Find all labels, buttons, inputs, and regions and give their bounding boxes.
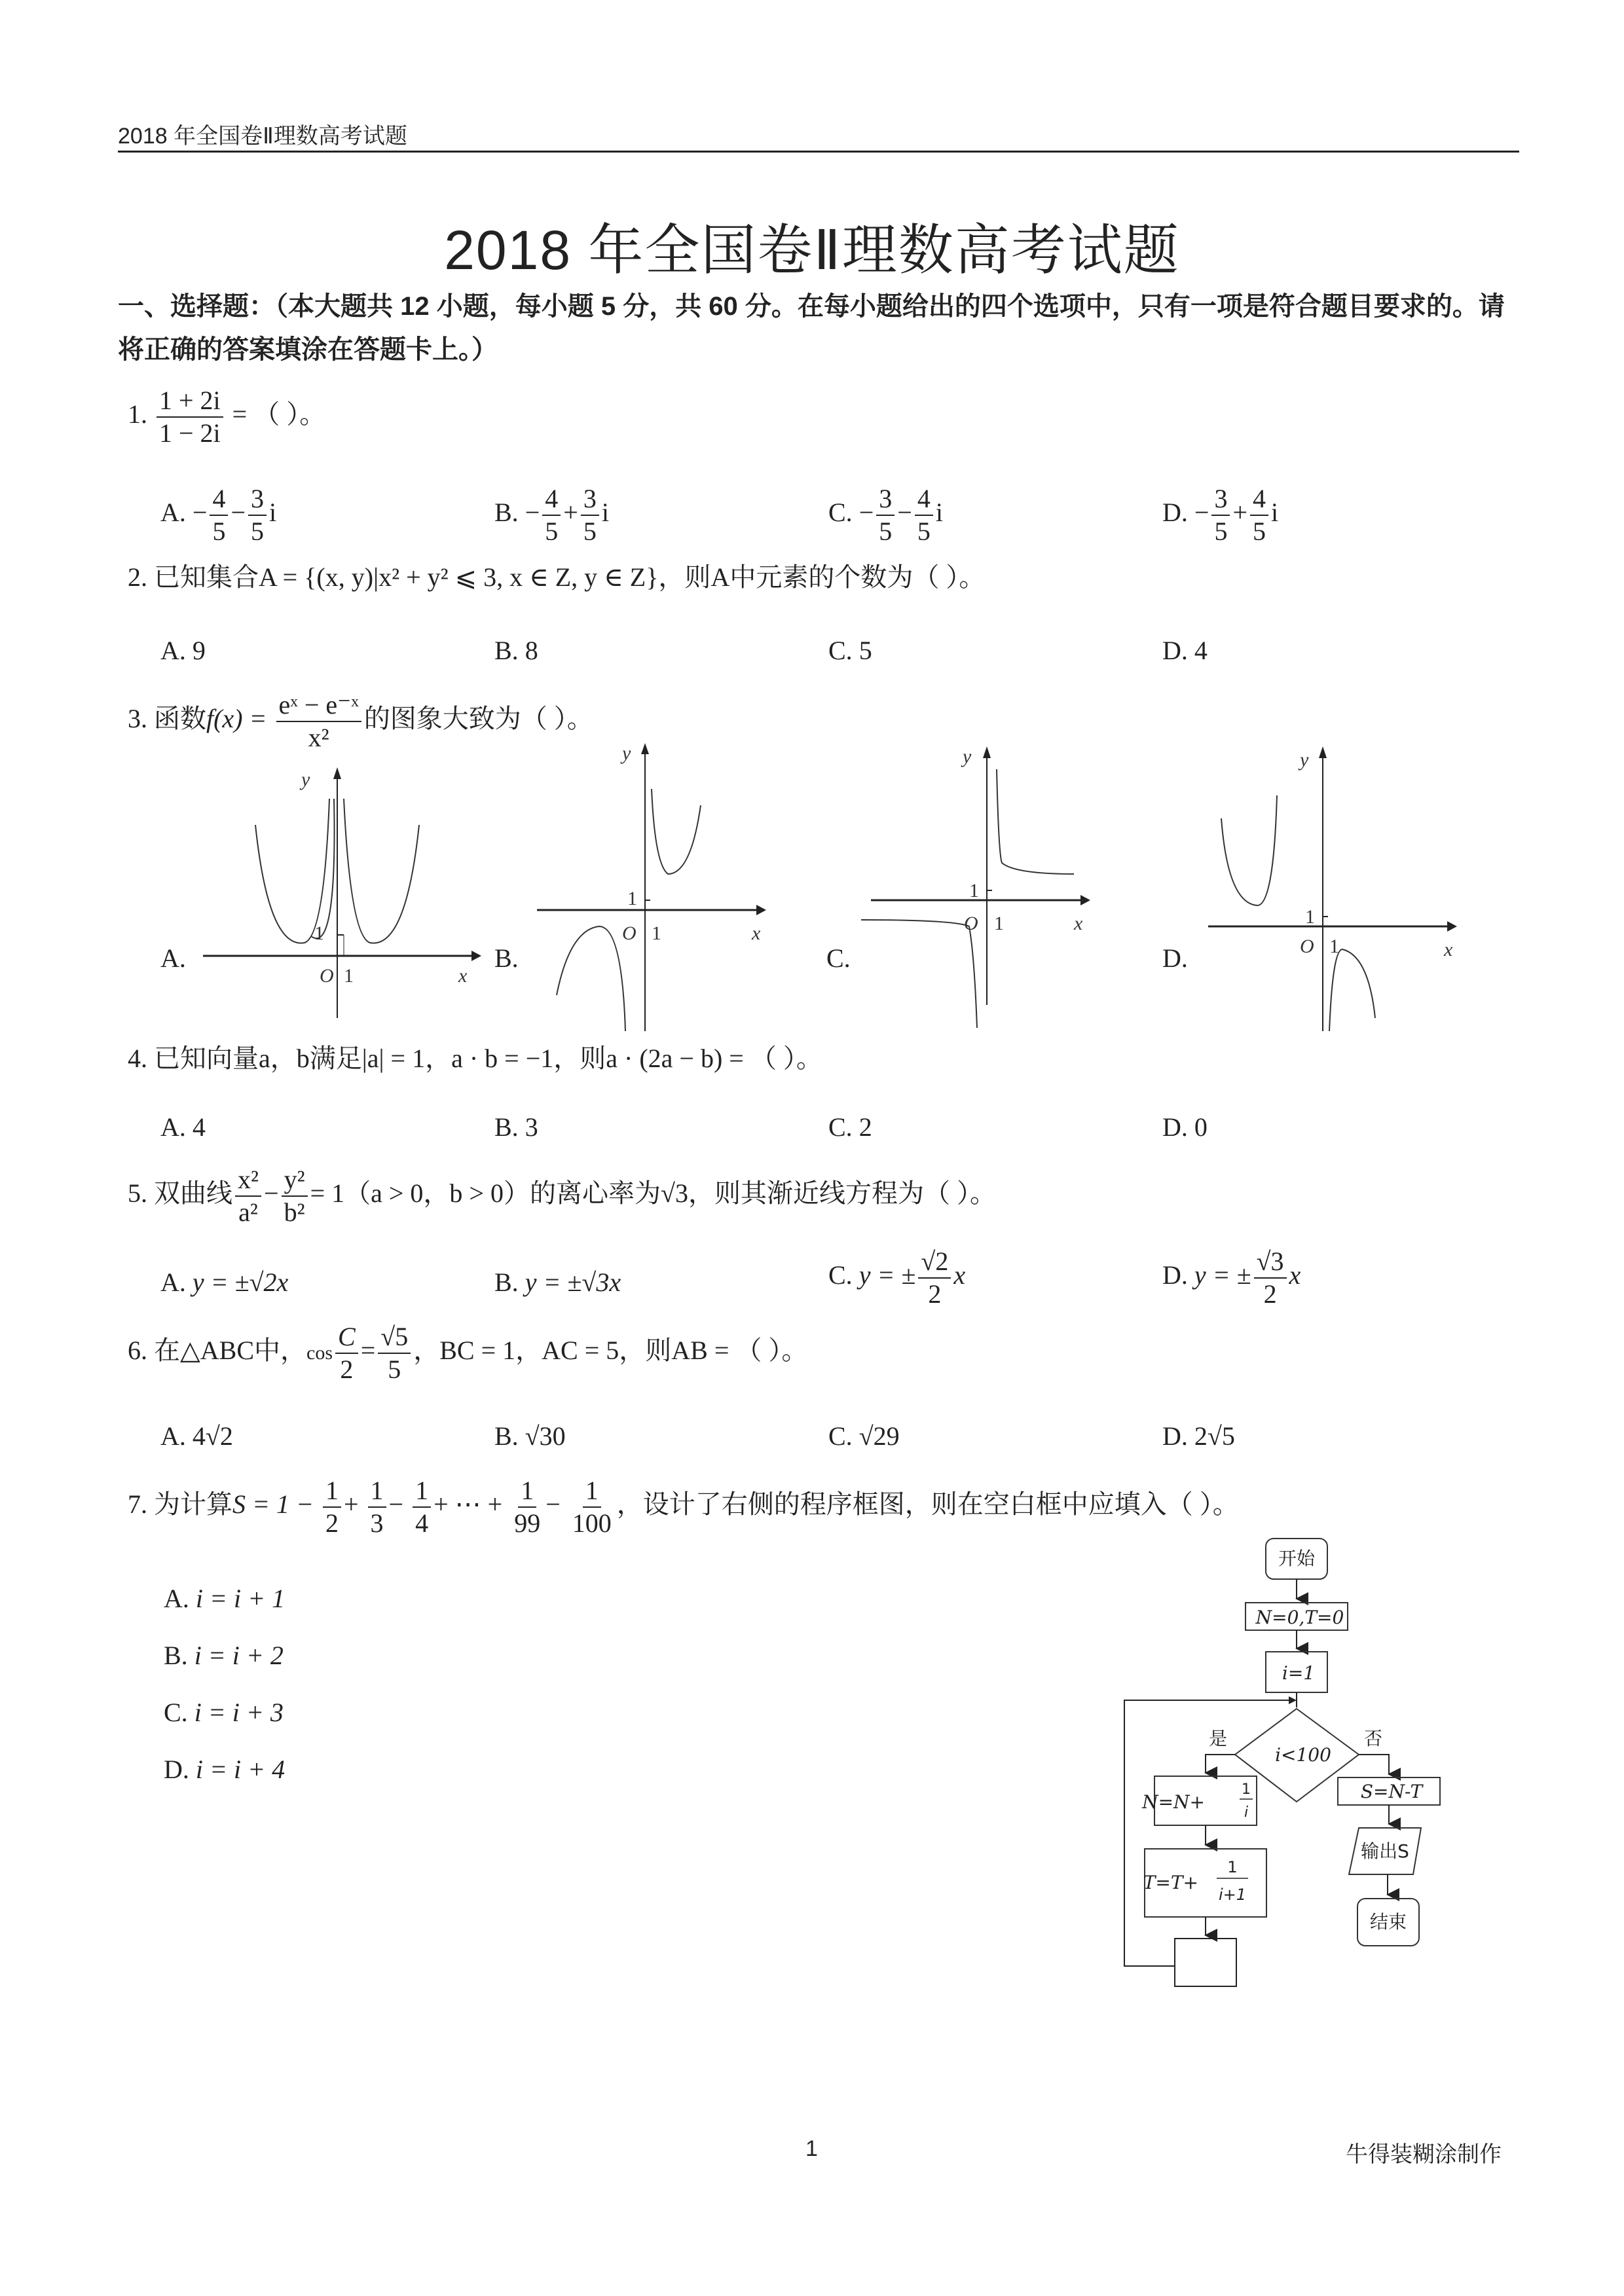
- page-number: 1: [805, 2136, 818, 2161]
- svg-text:x: x: [1444, 939, 1453, 960]
- svg-text:是: 是: [1208, 1728, 1228, 1749]
- svg-text:i: i: [1244, 1804, 1249, 1821]
- blank-box[interactable]: [1175, 1939, 1236, 1986]
- question-1: 1. $\frac{1 + 2i}{1 - 2i}$ = （ ）。: [128, 386, 326, 448]
- svg-text:1: 1: [652, 922, 661, 944]
- q4-option-b[interactable]: B. 3: [494, 1112, 538, 1142]
- q2-option-b[interactable]: B. 8: [494, 636, 538, 665]
- q3-option-b-label[interactable]: B.: [494, 943, 519, 973]
- svg-text:1: 1: [627, 888, 637, 909]
- program-flowchart: [1113, 1532, 1506, 2056]
- question-4: 4. 已知向量a，b满足|a| = 1，a · b = −1，则a · (2a − b) = （ ）。: [128, 1044, 822, 1073]
- q7-option-b[interactable]: B. i = i + 2: [164, 1641, 284, 1670]
- svg-text:开始: 开始: [1278, 1548, 1316, 1569]
- svg-text:1: 1: [1329, 936, 1339, 957]
- header-divider: [118, 151, 1519, 153]
- svg-text:结束: 结束: [1369, 1911, 1407, 1933]
- q1-option-b[interactable]: B. − $\frac{4}{5}$ + $\frac{3}{5}$ i: [494, 484, 609, 546]
- svg-text:T=T+: T=T+: [1143, 1872, 1198, 1893]
- svg-text:O: O: [320, 965, 334, 987]
- q2-option-a[interactable]: A. 9: [160, 636, 206, 665]
- q1-option-d[interactable]: D. − $\frac{3}{5}$ + $\frac{4}{5}$ i: [1162, 484, 1279, 546]
- q4-option-a[interactable]: A. 4: [160, 1112, 206, 1142]
- svg-text:1: 1: [969, 880, 979, 902]
- q3-option-a-label[interactable]: A.: [160, 943, 186, 973]
- q6-option-d[interactable]: D. 2√5: [1162, 1421, 1235, 1451]
- svg-text:1: 1: [314, 922, 324, 944]
- question-6: 6. 在△ABC中，cos $\frac{C}{2}$ = $\frac{√5}{5}$ ，BC = 1，AC = 5，则AB = （ ）。: [128, 1322, 808, 1384]
- section-heading: 一、选择题：（本大题共 12 小题，每小题 5 分，共 60 分。在每小题给出的四个选项中，只有一项是符合题目要求的。请将正确的答案填涂在答题卡上。）: [118, 292, 1505, 364]
- svg-text:N=0,T=0: N=0,T=0: [1255, 1607, 1344, 1628]
- running-header: 2018 年全国卷Ⅱ理数高考试题: [118, 124, 407, 149]
- svg-text:x: x: [458, 965, 468, 987]
- q3-graph-a[interactable]: [196, 759, 491, 1021]
- svg-text:N=N+: N=N+: [1142, 1791, 1205, 1813]
- svg-text:x: x: [752, 922, 761, 944]
- q4-option-d[interactable]: D. 0: [1162, 1112, 1208, 1142]
- q5-option-a[interactable]: A. y = ±√2x: [160, 1267, 289, 1297]
- question-number: 1.: [128, 399, 147, 429]
- q5-option-c[interactable]: C. y = ± $\frac{√2}{2}$ x: [828, 1247, 966, 1309]
- question-3: 3. 函数f(x) = $\frac{\text{eˣ − e⁻ˣ}}{\text{x²}}$ 的图象大致为（ ）。: [128, 690, 593, 752]
- question-5: 5. 双曲线 $\frac{\text{x²}}{\text{a²}}$ − $\frac{\text{y²}}{\text{b²}}$ = 1（a > 0，b > 0）的离心率为√3，则其渐近线方程为（ ）。: [128, 1165, 996, 1227]
- q2-option-c[interactable]: C. 5: [828, 636, 872, 665]
- question-2: 2. 已知集合A = {(x, y)|x² + y² ⩽ 3, x ∈ Z, y ∈ Z}，则A中元素的个数为（ ）。: [128, 562, 986, 592]
- q7-option-a[interactable]: A. i = i + 1: [164, 1584, 286, 1613]
- q7-option-d[interactable]: D. i = i + 4: [164, 1755, 286, 1784]
- question-7: 7. 为计算S = 1 − $\frac{1}{2}$ + $\frac{1}{3}$ − $\frac{1}{4}$ + ⋯ + $\frac{1}{99}$ − $\frac{1}{100}$ ，设计了右侧的程序框图，则在空白框中应填入（ ）。: [128, 1476, 1239, 1538]
- svg-text:1: 1: [994, 913, 1004, 934]
- page-title: 2018 年全国卷Ⅱ理数高考试题: [444, 219, 1180, 281]
- svg-text:y: y: [622, 742, 631, 764]
- fraction: $\frac{1 + 2i}{1 - 2i}$: [157, 386, 223, 448]
- svg-text:O: O: [1300, 936, 1314, 957]
- svg-text:输出S: 输出S: [1361, 1840, 1409, 1862]
- q3-graph-c[interactable]: [858, 740, 1120, 1034]
- q2-option-d[interactable]: D. 4: [1162, 636, 1208, 665]
- svg-text:1: 1: [1242, 1781, 1251, 1798]
- q6-option-c[interactable]: C. √29: [828, 1421, 900, 1451]
- q3-option-c-label[interactable]: C.: [826, 943, 851, 973]
- q1-option-c[interactable]: C. − $\frac{3}{5}$ − $\frac{4}{5}$ i: [828, 484, 943, 546]
- footer-credit: 牛得装糊涂制作: [1346, 2142, 1502, 2167]
- svg-text:x: x: [1074, 913, 1083, 934]
- svg-text:i=1: i=1: [1282, 1662, 1316, 1684]
- q5-option-b[interactable]: B. y = ±√3x: [494, 1267, 621, 1297]
- q6-option-a[interactable]: A. 4√2: [160, 1421, 233, 1451]
- q7-option-c[interactable]: C. i = i + 3: [164, 1698, 284, 1727]
- svg-text:y: y: [301, 769, 310, 790]
- svg-text:1: 1: [1227, 1858, 1238, 1876]
- svg-text:O: O: [622, 922, 637, 944]
- svg-text:i<100: i<100: [1275, 1744, 1331, 1766]
- svg-text:y: y: [1300, 749, 1309, 771]
- svg-text:S=N-T: S=N-T: [1360, 1781, 1423, 1802]
- q3-graph-b[interactable]: [530, 740, 792, 1034]
- svg-text:O: O: [964, 913, 978, 934]
- q5-option-d[interactable]: D. y = ± $\frac{√3}{2}$ x: [1162, 1247, 1301, 1309]
- q4-option-c[interactable]: C. 2: [828, 1112, 872, 1142]
- q3-graph-d[interactable]: [1198, 740, 1473, 1034]
- q6-option-b[interactable]: B. √30: [494, 1421, 566, 1451]
- q1-option-a[interactable]: A. − $\frac{4}{5}$ − $\frac{3}{5}$ i: [160, 484, 277, 546]
- svg-text:y: y: [963, 746, 972, 767]
- q3-option-d-label[interactable]: D.: [1162, 943, 1188, 973]
- svg-text:否: 否: [1363, 1728, 1383, 1749]
- svg-text:1: 1: [344, 965, 354, 987]
- svg-text:i+1: i+1: [1218, 1886, 1247, 1904]
- svg-text:1: 1: [1305, 906, 1315, 928]
